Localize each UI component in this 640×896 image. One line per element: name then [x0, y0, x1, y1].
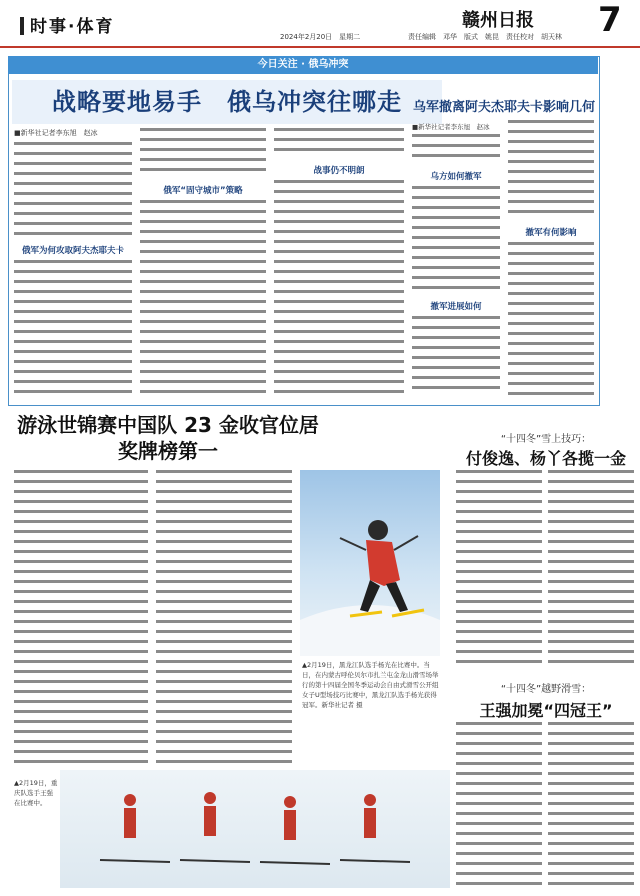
right-text-2b	[548, 722, 634, 888]
feature-text-col2b	[140, 200, 266, 396]
issue-date: 2024年2月20日 星期二	[280, 33, 361, 41]
section-tag	[20, 12, 114, 37]
feature-right-text4	[508, 120, 594, 220]
left-photo-caption: ▲2月19日，重庆队选手王强在比赛中。	[14, 779, 58, 807]
swim-text-col2	[156, 470, 292, 770]
right-text-2a	[456, 722, 542, 888]
feature-right-text5	[508, 242, 594, 396]
right-text-1b	[548, 470, 634, 670]
feature-subhead-3: 战事仍不明朗	[313, 166, 365, 176]
feature-right-subhead-3: 撤军进展如何	[430, 302, 482, 312]
feature-banner: 今日关注 · 俄乌冲突	[8, 56, 598, 74]
swim-headline: 游泳世锦赛中国队 23 金收官位居奖牌榜第一	[17, 413, 319, 463]
feature-subhead-2: 俄军为何攻取阿夫杰耶夫卡	[21, 246, 124, 256]
section-bar	[20, 17, 24, 35]
editor-credits: 责任编辑 邓华 版式 姚昆 责任校对 胡天林	[408, 33, 562, 41]
right-kicker-2: “十四冬”越野滑雪：	[500, 684, 592, 695]
right-kicker-1: “十四冬”雪上技巧：	[500, 434, 592, 445]
section-label: 时事·体育	[30, 17, 115, 37]
feature-right-subhead-1: 乌方如何撤军	[430, 172, 482, 182]
feature-text-col1b	[14, 260, 132, 396]
right-headline-2: 王强加冕“四冠王”	[479, 701, 613, 720]
feature-subhead-1: 俄军“固守城市”策略	[163, 186, 243, 196]
skier-photo	[300, 470, 440, 656]
feature-text-col2a	[140, 128, 266, 178]
page-number: 7	[598, 0, 622, 40]
feature-right-text2	[412, 186, 500, 296]
right-headline-1: 付俊逸、杨丫各揽一金	[465, 449, 626, 468]
swim-text-col1	[14, 470, 148, 770]
feature-text-col3a	[274, 128, 404, 158]
feature-right-text1	[412, 134, 500, 164]
skier-figure	[300, 470, 440, 656]
cross-country-skiers	[60, 770, 450, 888]
feature-right-text3	[412, 316, 500, 396]
right-text-1a	[456, 470, 542, 670]
skier-photo-caption: ▲2月19日，黑龙江队选手杨光在比赛中。当日，在内蒙古呼伦贝尔市扎兰屯金龙山滑雪场举行的第十四届全国冬季运动会自由式滑雪公开组女子U型场技巧比赛中，黑龙江队选手杨光获得冠军。新华社记者 摄	[302, 661, 439, 709]
feature-right-byline: ■新华社记者李东旭 赵冰	[412, 123, 490, 131]
paper-logo: 赣州日报	[462, 10, 534, 31]
feature-byline: ■新华社记者李东旭 赵冰	[14, 129, 98, 137]
feature-text-col3b	[274, 180, 404, 396]
feature-right-subhead-2: 撤军有何影响	[525, 228, 577, 238]
feature-text-col1a	[14, 142, 132, 238]
feature-right-headline: 乌军撤离阿夫杰耶夫卡影响几何	[412, 100, 595, 115]
feature-headline: 战略要地易手 俄乌冲突往哪走	[12, 80, 442, 124]
cross-country-photo	[60, 770, 450, 888]
